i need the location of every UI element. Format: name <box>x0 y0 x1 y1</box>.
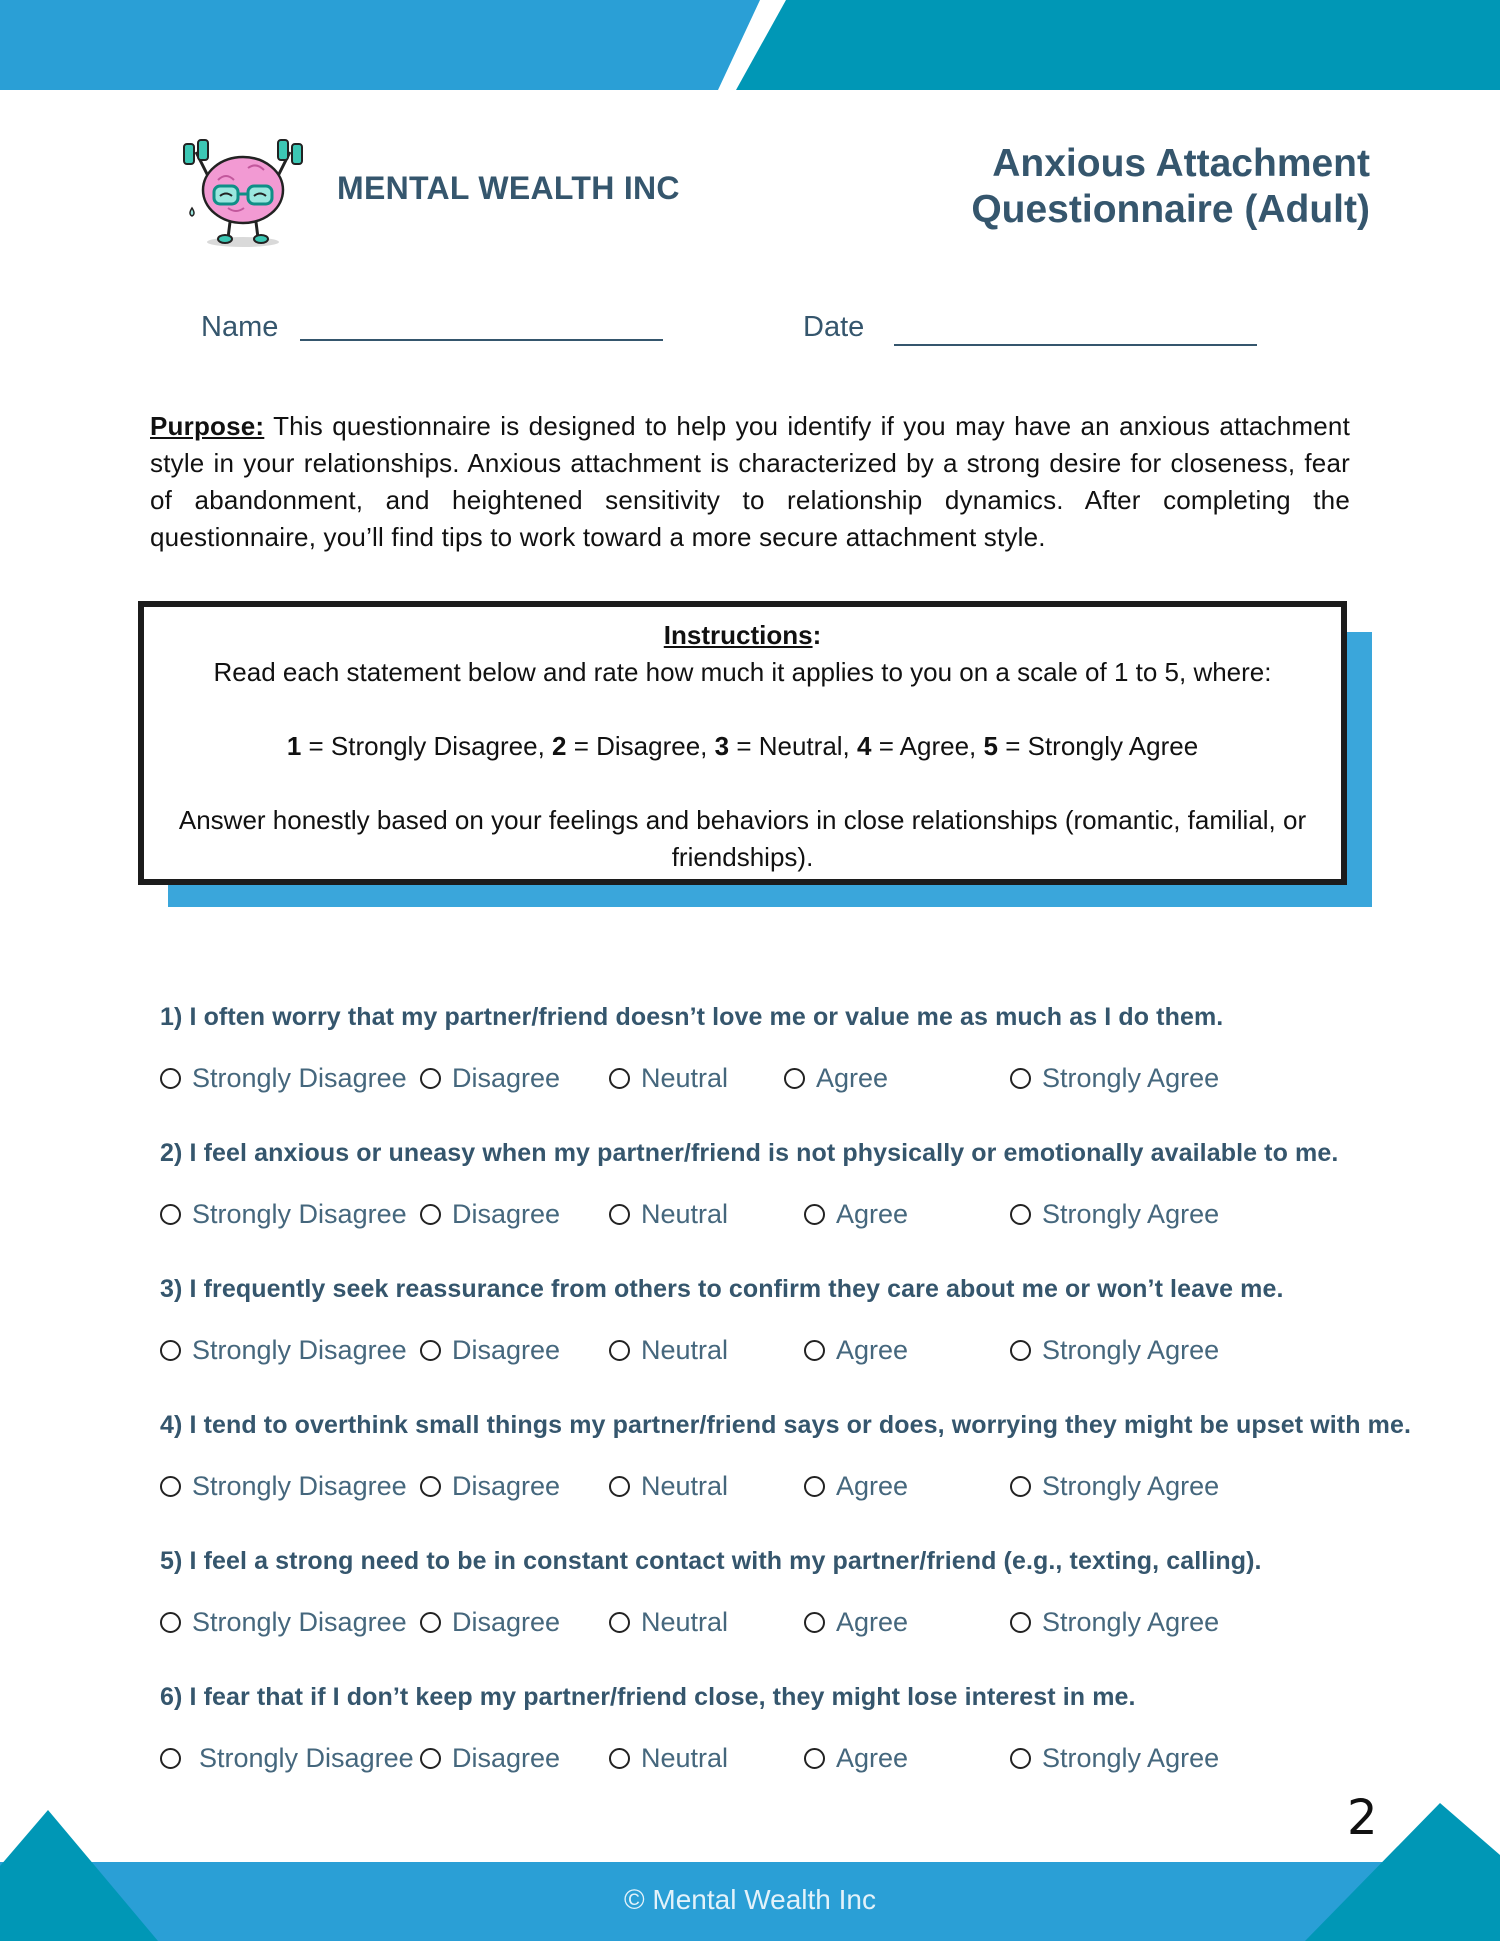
q4-option-5[interactable] <box>1010 1471 1219 1502</box>
page-number: 2 <box>1347 1790 1378 1846</box>
option-label: Strongly Agree <box>1042 1335 1220 1365</box>
radio-circle-icon[interactable] <box>1010 1204 1031 1225</box>
option-label: Neutral <box>641 1471 729 1501</box>
q2-option-4[interactable] <box>804 1199 908 1230</box>
instructions-colon: : <box>812 620 822 650</box>
q3-option-4[interactable] <box>804 1335 908 1366</box>
footer-band <box>0 1800 1500 1941</box>
radio-circle-icon[interactable] <box>160 1204 181 1225</box>
question-1: 1) I often worry that my partner/friend doesn’t love me or value me as much as I do them. <box>160 1003 1224 1031</box>
radio-circle-icon[interactable] <box>420 1340 441 1361</box>
option-label: Strongly Agree <box>1042 1607 1220 1637</box>
header-band <box>0 0 1500 90</box>
instructions-box <box>138 601 1347 885</box>
brain-mascot-logo <box>178 130 308 250</box>
option-label: Strongly Agree <box>1042 1743 1220 1773</box>
option-label: Disagree <box>452 1743 561 1773</box>
question-5: 5) I feel a strong need to be in constant contact with my partner/friend (e.g., texting, calling). <box>160 1547 1262 1575</box>
radio-circle-icon[interactable] <box>160 1340 181 1361</box>
q6-option-5[interactable] <box>1010 1743 1219 1774</box>
q5-option-1[interactable] <box>160 1607 407 1638</box>
q4-option-1[interactable] <box>160 1471 407 1502</box>
q5-option-5[interactable] <box>1010 1607 1219 1638</box>
radio-circle-icon[interactable] <box>609 1476 630 1497</box>
radio-circle-icon[interactable] <box>609 1340 630 1361</box>
option-label: Neutral <box>641 1335 729 1365</box>
option-label: Disagree <box>452 1471 561 1501</box>
purpose-paragraph <box>150 408 1350 556</box>
q4-option-4[interactable] <box>804 1471 908 1502</box>
document-title <box>971 141 1370 233</box>
title-line-1: Anxious Attachment <box>992 142 1370 185</box>
instructions-line-1: Read each statement below and rate how much it applies to you on a scale of 1 to 5, where: <box>213 657 1272 687</box>
radio-circle-icon[interactable] <box>160 1612 181 1633</box>
q1-option-5[interactable] <box>1010 1063 1219 1094</box>
radio-circle-icon[interactable] <box>420 1748 441 1769</box>
scale-text-5: = Strongly Agree <box>997 731 1199 761</box>
option-label: Neutral <box>641 1199 729 1229</box>
q3-option-2[interactable] <box>420 1335 560 1366</box>
q3-option-3[interactable] <box>609 1335 728 1366</box>
radio-circle-icon[interactable] <box>420 1476 441 1497</box>
q6-option-1[interactable] <box>160 1743 414 1774</box>
radio-circle-icon[interactable] <box>1010 1476 1031 1497</box>
date-field[interactable] <box>894 344 1257 346</box>
option-label: Agree <box>836 1743 909 1773</box>
option-label: Disagree <box>452 1607 561 1637</box>
radio-circle-icon[interactable] <box>420 1068 441 1089</box>
option-label: Disagree <box>452 1199 561 1229</box>
q3-option-5[interactable] <box>1010 1335 1219 1366</box>
instructions-title: Instructions <box>663 620 813 650</box>
radio-circle-icon[interactable] <box>160 1068 181 1089</box>
q6-option-2[interactable] <box>420 1743 560 1774</box>
rating-scale <box>144 728 1341 765</box>
question-4: 4) I tend to overthink small things my partner/friend says or does, worrying they might be upset with me. <box>160 1411 1412 1439</box>
radio-circle-icon[interactable] <box>1010 1068 1031 1089</box>
option-label: Strongly Disagree <box>192 1335 407 1365</box>
option-label: Strongly Agree <box>1042 1471 1220 1501</box>
q4-option-3[interactable] <box>609 1471 728 1502</box>
option-label: Strongly Disagree <box>192 1199 407 1229</box>
scale-text-2: = Disagree, <box>566 731 715 761</box>
radio-circle-icon[interactable] <box>1010 1340 1031 1361</box>
radio-circle-icon[interactable] <box>420 1612 441 1633</box>
radio-circle-icon[interactable] <box>609 1068 630 1089</box>
scale-text-3: = Neutral, <box>729 731 858 761</box>
option-label: Neutral <box>641 1607 729 1637</box>
name-field[interactable] <box>300 339 663 341</box>
q5-option-3[interactable] <box>609 1607 728 1638</box>
name-label: Name <box>201 311 279 343</box>
scale-num-4: 4 <box>857 731 872 761</box>
option-label: Strongly Disagree <box>192 1471 407 1501</box>
option-label: Agree <box>836 1607 909 1637</box>
purpose-label: Purpose: <box>150 411 265 441</box>
option-label: Strongly Disagree <box>199 1743 414 1773</box>
radio-circle-icon[interactable] <box>804 1340 825 1361</box>
q2-option-1[interactable] <box>160 1199 407 1230</box>
q1-option-4[interactable] <box>784 1063 888 1094</box>
q1-option-3[interactable] <box>609 1063 728 1094</box>
copyright-text: © Mental Wealth Inc <box>624 1884 876 1915</box>
radio-circle-icon[interactable] <box>609 1612 630 1633</box>
instructions-line-3: Answer honestly based on your feelings and behaviors in close relationships (romantic, familial, or friendships). <box>178 805 1307 872</box>
scale-num-1: 1 <box>286 731 302 761</box>
option-label: Strongly Disagree <box>192 1063 407 1093</box>
purpose-text: This questionnaire is designed to help you identify if you may have an anxious attachment style in your relationships. Anxious attachment is characterized by a strong desire for closeness, fear of abandonment, and heightened sensitivity to relationship dynamics. After completing the questionnaire, you’ll find tips to work toward a more secure attachment style. <box>150 411 1350 552</box>
radio-circle-icon[interactable] <box>609 1204 630 1225</box>
scale-num-5: 5 <box>983 731 998 761</box>
option-label: Strongly Agree <box>1042 1063 1220 1093</box>
option-label: Strongly Disagree <box>192 1607 407 1637</box>
q6-option-3[interactable] <box>609 1743 728 1774</box>
q1-option-2[interactable] <box>420 1063 560 1094</box>
option-label: Agree <box>816 1063 889 1093</box>
scale-num-3: 3 <box>714 731 730 761</box>
option-label: Agree <box>836 1471 909 1501</box>
q5-option-2[interactable] <box>420 1607 560 1638</box>
option-label: Agree <box>836 1199 909 1229</box>
scale-num-2: 2 <box>552 731 567 761</box>
q1-option-1[interactable] <box>160 1063 407 1094</box>
q5-option-4[interactable] <box>804 1607 908 1638</box>
q2-option-3[interactable] <box>609 1199 728 1230</box>
question-3: 3) I frequently seek reassurance from others to confirm they care about me or won’t leave me. <box>160 1275 1284 1303</box>
organization-name: MENTAL WEALTH INC <box>337 170 680 206</box>
instructions-heading <box>144 617 1341 654</box>
radio-circle-icon[interactable] <box>609 1748 630 1769</box>
option-label: Disagree <box>452 1335 561 1365</box>
option-label: Disagree <box>452 1063 561 1093</box>
radio-circle-icon[interactable] <box>804 1612 825 1633</box>
radio-circle-icon[interactable] <box>804 1476 825 1497</box>
q6-option-4[interactable] <box>804 1743 908 1774</box>
title-line-2: Questionnaire (Adult) <box>971 188 1370 231</box>
q2-option-5[interactable] <box>1010 1199 1219 1230</box>
radio-circle-icon[interactable] <box>804 1204 825 1225</box>
option-label: Neutral <box>641 1063 729 1093</box>
option-label: Strongly Agree <box>1042 1199 1220 1229</box>
q2-option-2[interactable] <box>420 1199 560 1230</box>
radio-circle-icon[interactable] <box>160 1748 181 1769</box>
option-label: Neutral <box>641 1743 729 1773</box>
radio-circle-icon[interactable] <box>420 1204 441 1225</box>
radio-circle-icon[interactable] <box>804 1748 825 1769</box>
question-2: 2) I feel anxious or uneasy when my partner/friend is not physically or emotionally available to me. <box>160 1139 1339 1167</box>
radio-circle-icon[interactable] <box>1010 1748 1031 1769</box>
scale-text-1: = Strongly Disagree, <box>301 731 553 761</box>
date-label: Date <box>803 311 865 343</box>
radio-circle-icon[interactable] <box>1010 1612 1031 1633</box>
radio-circle-icon[interactable] <box>784 1068 805 1089</box>
question-6: 6) I fear that if I don’t keep my partner/friend close, they might lose interest in me. <box>160 1683 1136 1711</box>
option-label: Agree <box>836 1335 909 1365</box>
q3-option-1[interactable] <box>160 1335 407 1366</box>
scale-text-4: = Agree, <box>871 731 984 761</box>
radio-circle-icon[interactable] <box>160 1476 181 1497</box>
q4-option-2[interactable] <box>420 1471 560 1502</box>
